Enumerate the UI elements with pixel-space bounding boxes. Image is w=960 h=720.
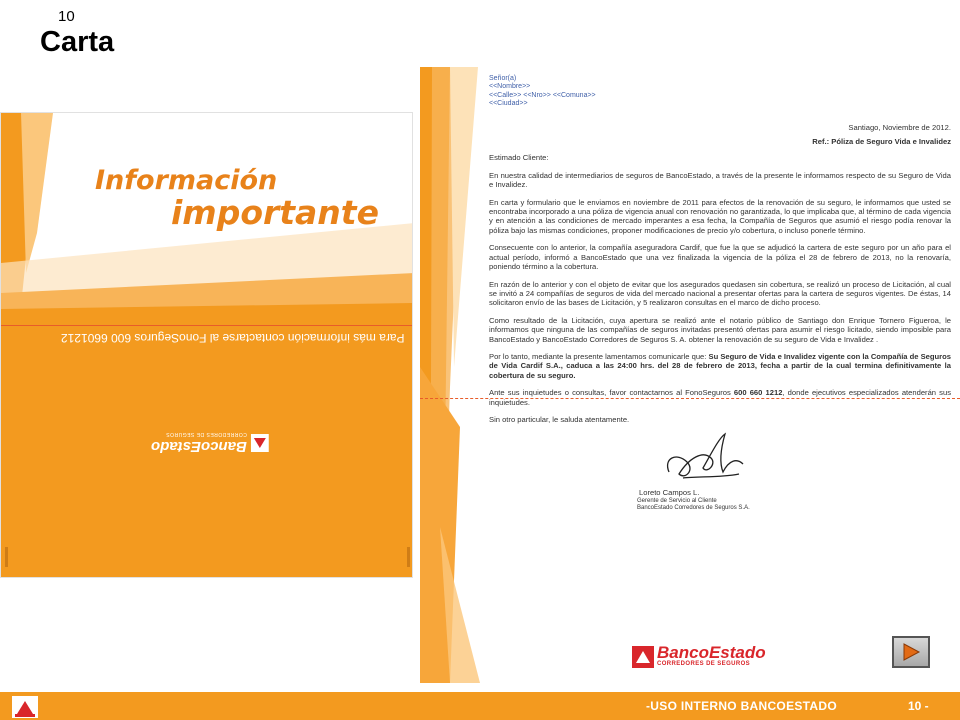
slide-number: 10 bbox=[58, 8, 75, 25]
letter-logo-sub: CORREDORES DE SEGUROS bbox=[657, 661, 751, 667]
next-slide-button[interactable] bbox=[892, 636, 930, 668]
bancoestado-emblem-icon bbox=[12, 696, 38, 718]
dashed-separator bbox=[420, 398, 960, 399]
footer-label: -USO INTERNO BANCOESTADO bbox=[646, 699, 837, 713]
letter-decor-stripes bbox=[420, 67, 482, 683]
letter-paragraph: Consecuente con lo anterior, la compañía aseguradora Cardif, que fue la que se adjudicó la cartera de este seguro por un año para el actual período, informó a BancoEstado que una vez finalizada la vigencia de la póliza el 28 de febrero de 2013, no la renovaría, poniendo término a la cobertura. bbox=[489, 243, 951, 272]
letter-image bbox=[420, 67, 960, 683]
footer-page-number: 10 - bbox=[908, 699, 929, 713]
brochure-divider bbox=[1, 325, 412, 326]
footer-bar bbox=[0, 692, 960, 720]
bancoestado-emblem-icon bbox=[632, 646, 654, 668]
letter-logo-name: BancoEstado bbox=[657, 643, 766, 662]
address-line: <<Ciudad>> bbox=[489, 100, 528, 108]
contact-text-a: Ante sus inquietudes o consultas, favor contactarnos al FonoSeguros bbox=[489, 388, 734, 398]
brochure-logo-wordmark bbox=[151, 431, 247, 455]
letter-paragraph: Como resultado de la Licitación, cuya apertura se realizó ante el notario público de Santiago don Enrique Tornero Figueroa, le informamos que ninguna de las compañías de seguros invitadas presentó ofertas para asumir el riesgo licitado, siendo imposible para BancoEstado y BancoEstado Corredores de Seguros S. A. obtener la renovación de su seguro de Vida e Invalidez . bbox=[489, 315, 951, 344]
brochure-mark-left bbox=[5, 547, 8, 567]
contact-text-b: , donde ejecutivos especializados atenderán sus inquietudes. bbox=[489, 388, 951, 407]
letter-paragraph: En carta y formulario que le enviamos en noviembre de 2011 para efectos de la renovación de su seguro, le informamos que usted se encontraba incorporado a una póliza de vigencia anual con renovación no garantizada, lo que implicaba que, al término de cada vigencia y en atención a las condiciones de mercado imperantes a esa fecha, la Compañía de Seguros que asumió el riesgo podía renovar la póliza bajo las mismas condiciones, proponer modificaciones de precio y/o cobertura, o incluso ponerle término. bbox=[489, 197, 951, 235]
letter-paragraph: En nuestra calidad de intermediarios de seguros de BancoEstado, a través de la presente le informamos respecto de su Seguro de Vida e Invalidez. bbox=[489, 170, 951, 190]
letter-notice-paragraph bbox=[489, 352, 951, 380]
address-line: Señor(a) bbox=[489, 75, 517, 82]
recipient-address bbox=[489, 75, 951, 109]
signer-role bbox=[637, 498, 750, 512]
letter-closing: Sin otro particular, le saluda atentamente. bbox=[489, 414, 630, 424]
letter-bancoestado-logo bbox=[632, 645, 766, 668]
address-line: <<Nombre>> bbox=[489, 83, 531, 91]
bancoestado-emblem-icon bbox=[251, 434, 269, 452]
notice-bold-text: Su Seguro de Vida e Invalidez vigente con la Compañía de Seguros de Vida Cardif S.A., caduca a las 24:00 hrs. del 28 de febrero de 2013, fecha a partir de la cual termina definitivamente la cobertura de su seguro. bbox=[489, 351, 951, 380]
brochure-logo-name: BancoEstado bbox=[151, 438, 247, 455]
contact-phone: 600 660 1212 bbox=[733, 388, 783, 398]
letter-date: Santiago, Noviembre de 2012. bbox=[848, 122, 951, 132]
address-line: <<Calle>> <<Nro>> <<Comuna>> bbox=[489, 91, 596, 99]
handwritten-signature bbox=[659, 428, 749, 488]
letter-logo-wordmark bbox=[657, 645, 766, 668]
signer-name: Loreto Campos L. bbox=[639, 488, 700, 498]
brochure-image bbox=[0, 112, 413, 578]
brochure-bancoestado-logo bbox=[151, 431, 269, 455]
notice-intro: Por lo tanto, mediante la presente lamentamos comunicarle que: bbox=[489, 351, 709, 361]
brochure-heading-line2: importante bbox=[171, 193, 379, 232]
brochure-top-panel bbox=[1, 113, 412, 325]
brochure-logo-sub: CORREDORES DE SEGUROS bbox=[165, 431, 247, 437]
page-title: Carta bbox=[40, 26, 115, 58]
brochure-heading-line1: Información bbox=[95, 165, 278, 196]
letter-paragraph: En razón de lo anterior y con el objeto de evitar que los asegurados quedasen sin cobertura, se realizó un proceso de Licitación, al cual se invitó a 24 compañías de seguros de vida del mercado nacional a presentar ofertas para la cartera de seguros vigentes. De éstas, 14 solicitaron envío de las bases de Licitación, y 5 realizaron consultas en el marco de dicho proceso. bbox=[489, 279, 951, 308]
letter-body bbox=[489, 75, 951, 516]
brochure-mark-right bbox=[407, 547, 410, 567]
signature-block bbox=[489, 424, 951, 516]
brochure-contact-text: Para más información contactarse al FonoSeguros 600 6601212 bbox=[61, 331, 405, 345]
signer-role-line: Gerente de Servicio al Cliente bbox=[637, 498, 717, 505]
play-arrow-icon bbox=[901, 642, 921, 662]
signer-role-line: BancoEstado Corredores de Seguros S.A. bbox=[637, 505, 750, 512]
letter-greeting: Estimado Cliente: bbox=[489, 153, 549, 163]
letter-reference: Ref.: Póliza de Seguro Vida e Invalidez bbox=[812, 137, 951, 147]
